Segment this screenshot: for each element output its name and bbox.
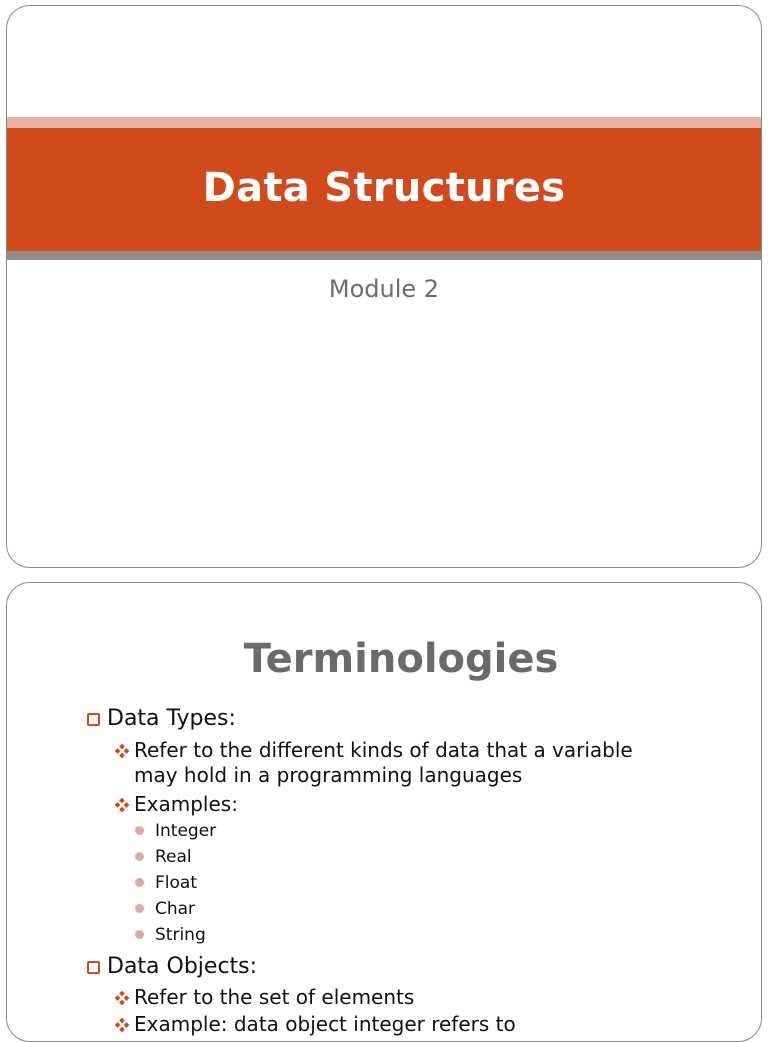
list-item-label: Integer — [155, 821, 217, 841]
slide-title: Terminologies — [243, 636, 559, 682]
title-band-top-stripe — [7, 117, 761, 128]
list-item-label: Float — [155, 873, 197, 893]
title-band-bottom-stripe — [7, 251, 761, 260]
square-bullet-icon — [87, 713, 100, 726]
list-item — [115, 1012, 516, 1037]
terminologies-slide — [6, 582, 762, 1042]
list-item — [115, 738, 633, 788]
dot-bullet-icon — [135, 852, 144, 861]
list-item-text — [134, 738, 633, 788]
list-item-label: String — [155, 925, 206, 945]
list-item-label: Char — [155, 899, 196, 919]
list-item — [135, 818, 216, 844]
square-bullet-icon — [87, 961, 100, 974]
list-item-label: Example: data object integer refers to — [134, 1012, 516, 1036]
dot-bullet-icon — [135, 904, 144, 913]
diamond-bullet-icon — [115, 991, 129, 1005]
list-item — [87, 706, 236, 732]
list-item — [135, 844, 192, 870]
list-item-label: Data Types: — [107, 706, 236, 731]
dot-bullet-icon — [135, 930, 144, 939]
list-item — [87, 954, 257, 980]
list-item — [115, 985, 414, 1010]
slide-title: Data Structures — [202, 165, 566, 211]
list-item — [135, 870, 197, 896]
slide-subtitle: Module 2 — [328, 275, 440, 303]
title-slide — [6, 5, 762, 568]
list-item-label: Examples: — [134, 792, 238, 816]
list-item-label: Refer to the set of elements — [134, 985, 415, 1009]
title-band — [7, 128, 761, 251]
dot-bullet-icon — [135, 826, 144, 835]
list-item-label: Real — [155, 847, 192, 867]
list-item — [115, 792, 238, 817]
diamond-bullet-icon — [115, 798, 129, 812]
list-item — [135, 896, 195, 922]
diamond-bullet-icon — [115, 1018, 129, 1032]
list-item — [135, 922, 206, 948]
bullet-list — [7, 583, 761, 1041]
list-item-line: Refer to the different kinds of data that a variable — [134, 738, 633, 762]
diamond-bullet-icon — [115, 744, 129, 758]
list-item-label: Data Objects: — [107, 954, 258, 979]
list-item-line: may hold in a programming languages — [134, 763, 523, 787]
dot-bullet-icon — [135, 878, 144, 887]
